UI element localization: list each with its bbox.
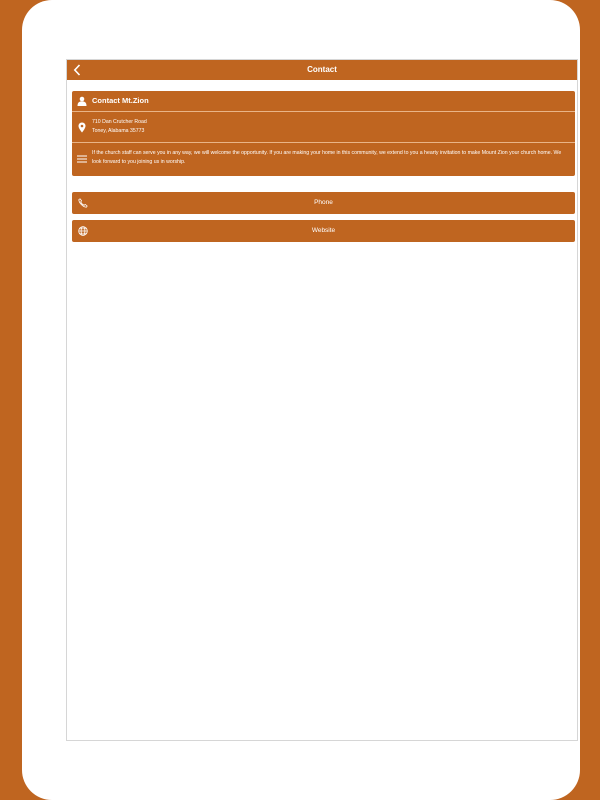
phone-button[interactable] [72, 192, 575, 214]
description-text: If the church staff can serve you in any way, we will welcome the opportunity. If you are making your home in this community, we extend to you a hearty invitation to make Mount Zion your church home. We look forward to you joining us in worship. [92, 150, 562, 165]
address-line-2: Toney, Alabama 35773 [92, 128, 145, 134]
address-row [72, 112, 575, 142]
device-screen [22, 0, 580, 800]
address-line-1: 710 Dan Crutcher Road [92, 119, 147, 125]
menu-lines-icon [76, 153, 88, 165]
nav-bar [67, 60, 577, 80]
website-button[interactable] [72, 220, 575, 242]
map-pin-icon [76, 121, 88, 133]
contact-header: Contact Mt.Zion [92, 96, 149, 105]
address-text [92, 118, 147, 136]
phone-label: Phone [314, 199, 333, 206]
website-label: Website [311, 227, 336, 234]
person-icon [76, 95, 88, 107]
app-frame [66, 59, 578, 741]
chevron-left-icon [73, 64, 81, 76]
contact-header-row [72, 91, 575, 111]
description-row [72, 143, 575, 176]
back-button[interactable] [69, 60, 85, 80]
page-title: Contact [307, 65, 337, 74]
contact-info-card [72, 91, 575, 176]
